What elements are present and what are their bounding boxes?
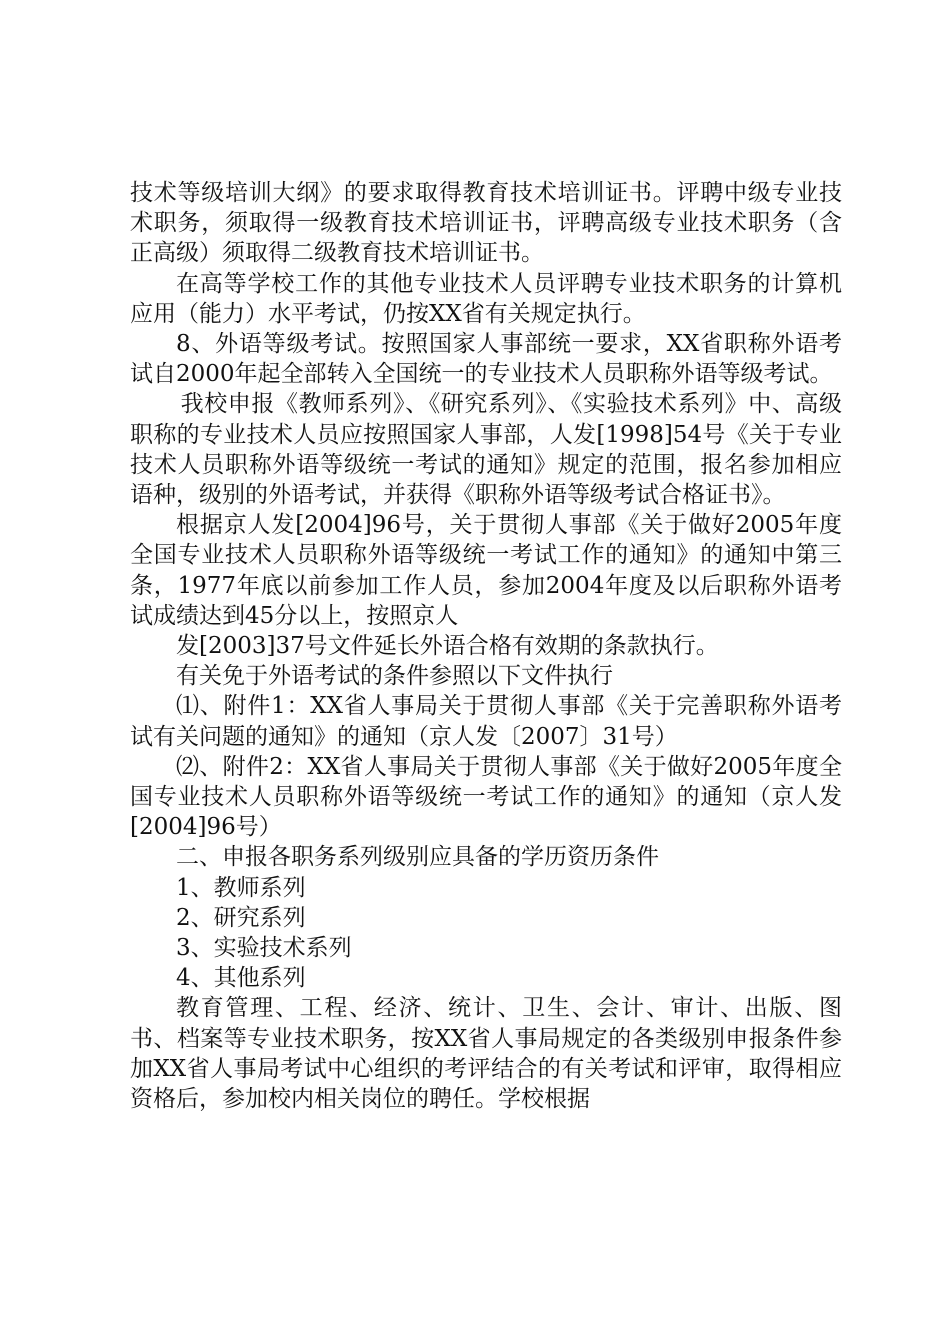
paragraph-beijing-notice-cont: 发[2003]37号文件延长外语合格有效期的条款执行。 bbox=[176, 633, 719, 660]
section-heading-qualifications: 二、申报各职务系列级别应具备的学历资历条件 bbox=[176, 844, 659, 871]
paragraph-attachment-1: ⑴、附件1：XX省人事局关于贯彻人事部《关于完善职称外语考试有关问题的通知》的通知（京人发〔2007〕31号） bbox=[130, 693, 842, 750]
list-item-teacher-series: 1、教师系列 bbox=[176, 874, 306, 901]
list-item-lab-tech-series: 3、实验技术系列 bbox=[176, 935, 352, 962]
paragraph-foreign-language-exam: 8、外语等级考试。按照国家人事部统一要求，XX省职称外语考试自2000年起全部转入全国统一的专业技术人员职称外语等级考试。 bbox=[130, 331, 842, 388]
paragraph-training-certificate: 技术等级培训大纲》的要求取得教育技术培训证书。评聘中级专业技术职务，须取得一级教育技术培训证书，评聘高级专业技术职务（含正高级）须取得二级教育技术培训证书。 bbox=[130, 180, 842, 267]
paragraph-exemption-intro: 有关免于外语考试的条件参照以下文件执行 bbox=[176, 663, 613, 690]
document-body bbox=[130, 178, 842, 1114]
paragraph-other-series-detail: 教育管理、工程、经济、统计、卫生、会计、审计、出版、图书、档案等专业技术职务，按XX省人事局规定的各类级别申报条件参加XX省人事局考试中心组织的考评结合的有关考试和评审，取得相应资格后，参加校内相关岗位的聘任。学校根据 bbox=[130, 995, 842, 1113]
list-item-other-series: 4、其他系列 bbox=[176, 965, 306, 992]
paragraph-beijing-notice: 根据京人发[2004]96号，关于贯彻人事部《关于做好2005年度全国专业技术人员职称外语等级统一考试工作的通知》的通知中第三条，1977年底以前参加工作人员，参加2004年度及以后职称外语考试成绩达到45分以上，按照京人 bbox=[130, 512, 842, 629]
paragraph-attachment-2: ⑵、附件2：XX省人事局关于贯彻人事部《关于做好2005年度全国专业技术人员职称外语等级统一考试工作的通知》的通知（京人发[2004]96号） bbox=[130, 753, 842, 841]
paragraph-computer-exam: 在高等学校工作的其他专业技术人员评聘专业技术职务的计算机应用（能力）水平考试，仍按XX省有关规定执行。 bbox=[130, 270, 842, 327]
list-item-research-series: 2、研究系列 bbox=[176, 904, 306, 931]
paragraph-school-requirement: 我校申报《教师系列》、《研究系列》、《实验技术系列》中、高级职称的专业技术人员应按照国家人事部，人发[1998]54号《关于专业技术人员职称外语等级统一考试的通知》规定的范围，报名参加相应语种，级别的外语考试，并获得《职称外语等级考试合格证书》。 bbox=[130, 391, 842, 509]
